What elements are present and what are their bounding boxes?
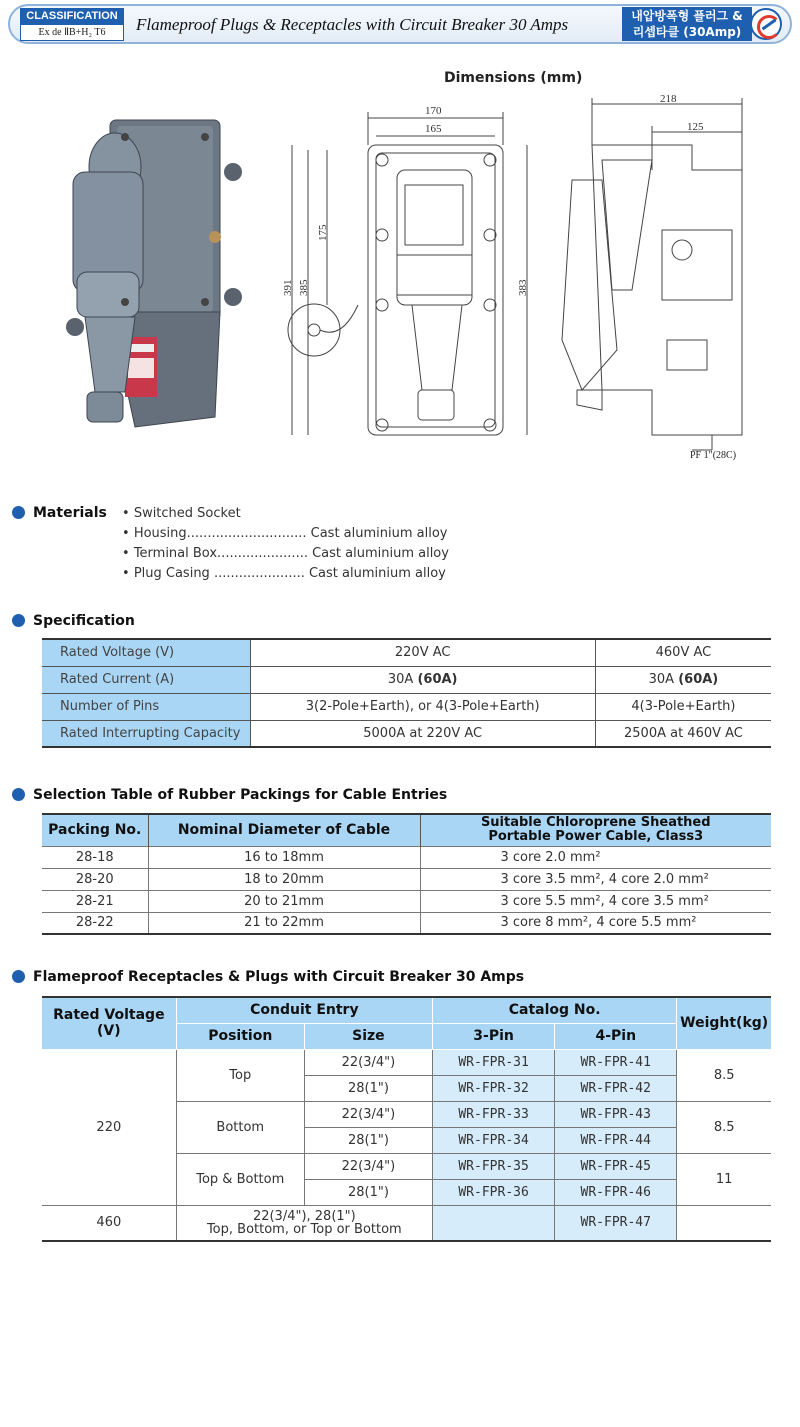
materials-item: • Terminal Box...................... Cast aluminium alloy	[122, 544, 449, 564]
table-row: 28-18 16 to 18mm 3 core 2.0 mm²	[42, 846, 771, 868]
dim-383: 383	[517, 279, 529, 296]
table-row: 28-21 20 to 21mm 3 core 5.5 mm², 4 core 3.5 mm²	[42, 890, 771, 912]
table-row: 28(1") WR-FPR-32 WR-FPR-42	[42, 1075, 771, 1101]
table-header-row: Position Size 3-Pin 4-Pin	[42, 1023, 771, 1049]
dim-165: 165	[425, 123, 442, 135]
catalog-heading: Flameproof Receptacles & Plugs with Circuit Breaker 30 Amps	[12, 969, 524, 985]
page-title: Flameproof Plugs & Receptacles with Circuit Breaker 30 Amps	[136, 15, 569, 34]
table-row: Rated Voltage (V) 220V AC 460V AC	[42, 639, 771, 666]
dim-125: 125	[687, 121, 704, 133]
table-row: Bottom 22(3/4") WR-FPR-33 WR-FPR-43 8.5	[42, 1101, 771, 1127]
table-row: Rated Current (A) 30A (60A) 30A (60A)	[42, 666, 771, 693]
classification-box	[20, 8, 124, 42]
dim-391: 391	[282, 279, 294, 296]
table-header-row: Packing No. Nominal Diameter of Cable Suitable Chloroprene Sheathed Portable Power Cable, Class3	[42, 814, 771, 846]
table-row: 28(1") WR-FPR-34 WR-FPR-44	[42, 1127, 771, 1153]
table-row: 460 22(3/4"), 28(1") Top, Bottom, or Top or Bottom WR-FPR-47	[42, 1205, 771, 1241]
bullet-icon	[12, 614, 25, 627]
dimensions-title: Dimensions (mm)	[444, 70, 583, 86]
packing-table	[42, 813, 771, 935]
korean-title-line2: 리셉타클 (30Amp)	[632, 25, 742, 39]
dimension-drawing	[272, 90, 752, 460]
bullet-icon	[12, 506, 25, 519]
table-row: 28(1") WR-FPR-36 WR-FPR-46	[42, 1179, 771, 1205]
dim-385: 385	[298, 279, 310, 296]
packing-heading: Selection Table of Rubber Packings for Cable Entries	[12, 787, 447, 803]
table-row: Number of Pins 3(2-Pole+Earth), or 4(3-Pole+Earth) 4(3-Pole+Earth)	[42, 693, 771, 720]
table-header-row: Rated Voltage (V) Conduit Entry Catalog No. Weight(kg)	[42, 997, 771, 1023]
bullet-icon	[12, 970, 25, 983]
materials-list	[122, 504, 449, 584]
specification-heading: Specification	[12, 613, 135, 629]
dim-175: 175	[317, 224, 329, 241]
header-bar	[8, 4, 792, 44]
classification-label: CLASSIFICATION	[20, 8, 124, 24]
materials-item: • Switched Socket	[122, 504, 449, 524]
company-logo	[750, 8, 782, 40]
materials-item: • Plug Casing ...................... Cast aluminium alloy	[122, 564, 449, 584]
table-row: 220 Top 22(3/4") WR-FPR-31 WR-FPR-41 8.5	[42, 1049, 771, 1075]
materials-item: • Housing............................. Cast aluminium alloy	[122, 524, 449, 544]
table-row: 28-20 18 to 20mm 3 core 3.5 mm², 4 core 2.0 mm²	[42, 868, 771, 890]
pf-label: PF 1"(28C)	[690, 450, 737, 461]
table-row: 28-22 21 to 22mm 3 core 8 mm², 4 core 5.5 mm²	[42, 912, 771, 934]
catalog-table	[42, 996, 771, 1242]
materials-heading: Materials	[12, 505, 107, 521]
dim-218: 218	[660, 93, 677, 105]
classification-code: Ex de ⅡB+H₂ T6	[20, 24, 124, 41]
dim-170: 170	[425, 105, 442, 117]
specification-table	[42, 638, 771, 748]
table-row: Rated Interrupting Capacity 5000A at 220V AC 2500A at 460V AC	[42, 720, 771, 747]
table-row: Top & Bottom 22(3/4") WR-FPR-35 WR-FPR-45 11	[42, 1153, 771, 1179]
korean-title	[622, 7, 752, 41]
bullet-icon	[12, 788, 25, 801]
korean-title-line1: 내압방폭형 플러그 &	[631, 9, 743, 23]
product-photo	[55, 112, 245, 447]
